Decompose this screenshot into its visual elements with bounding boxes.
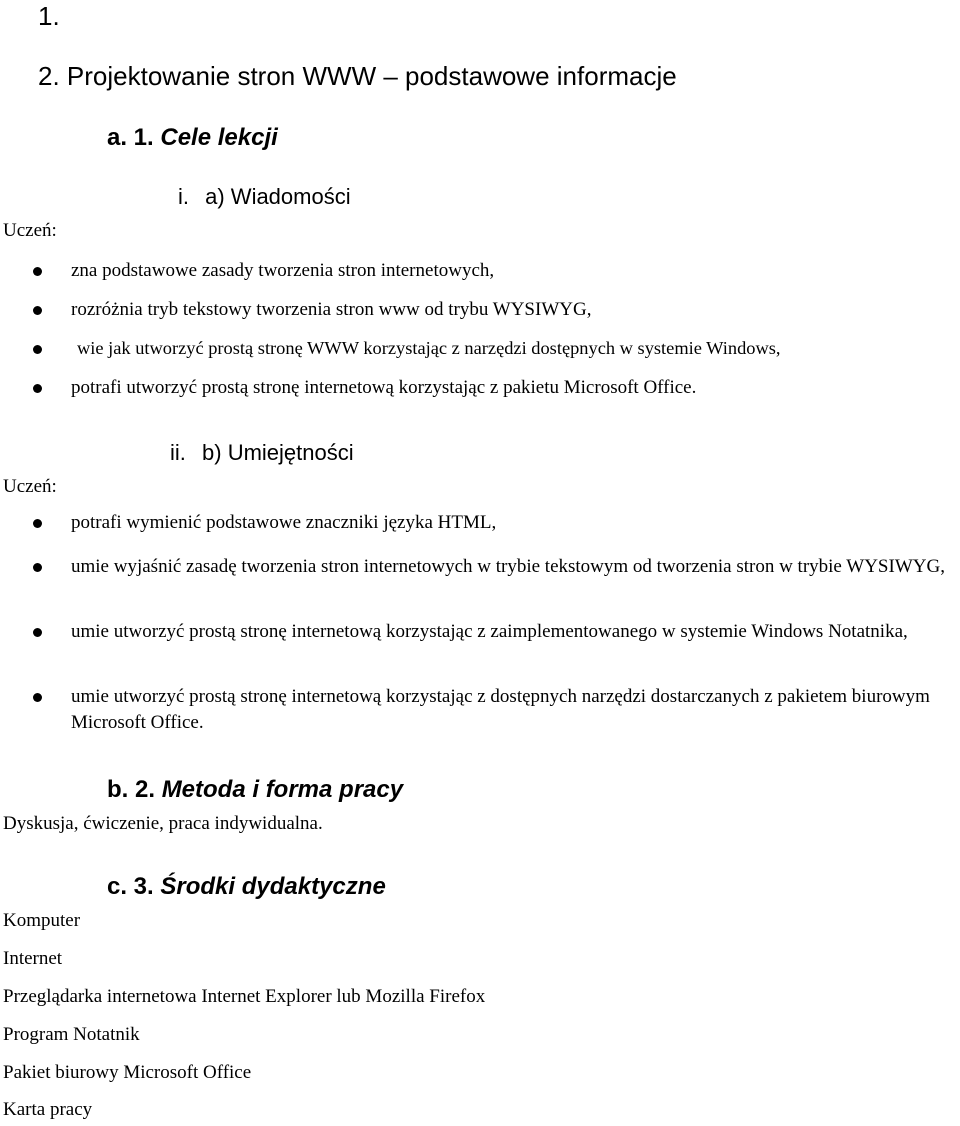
srodki-prefix: c. 3. <box>107 873 154 900</box>
wiadomosci-item: potrafi utworzyć prostą stronę internetową korzystając z pakietu Microsoft Office. <box>71 377 697 398</box>
section-title: Projektowanie stron WWW – podstawowe informacje <box>66 61 677 91</box>
wiadomosci-item: wie jak utworzyć prostą stronę WWW korzystając z narzędzi dostępnych w systemie Windows, <box>77 338 781 358</box>
umiejetnosci-title: b) Umiejętności <box>202 440 354 465</box>
umiejetnosci-prefix: ii. <box>170 440 186 465</box>
top-number: 1. <box>38 1 60 31</box>
bullet-icon <box>33 628 42 637</box>
bullet-icon <box>33 267 42 276</box>
srodki-item: Program Notatnik <box>3 1024 140 1045</box>
bullet-icon <box>33 519 42 528</box>
wiadomosci-prefix: i. <box>178 184 189 209</box>
srodki-item: Pakiet biurowy Microsoft Office <box>3 1062 252 1083</box>
bullet-icon <box>33 693 42 702</box>
srodki-item: Internet <box>3 948 63 969</box>
section-number: 2. <box>38 61 60 91</box>
srodki-item: Przeglądarka internetowa Internet Explorer lub Mozilla Firefox <box>3 986 486 1007</box>
srodki-item: Karta pracy <box>3 1099 93 1120</box>
metoda-text: Dyskusja, ćwiczenie, praca indywidualna. <box>3 813 323 834</box>
wiadomosci-item: rozróżnia tryb tekstowy tworzenia stron www od trybu WYSIWYG, <box>71 299 592 320</box>
wiadomosci-item: zna podstawowe zasady tworzenia stron internetowych, <box>71 260 495 281</box>
section-heading <box>38 62 677 92</box>
umiejetnosci-heading <box>170 440 354 465</box>
bullet-icon <box>33 563 42 572</box>
bullet-icon <box>33 306 42 315</box>
umiejetnosci-item: potrafi wymienić podstawowe znaczniki języka HTML, <box>71 512 497 533</box>
metoda-heading <box>107 776 403 804</box>
bullet-icon <box>33 384 42 393</box>
metoda-title: Metoda i forma pracy <box>161 776 404 803</box>
cele-heading <box>107 124 278 152</box>
wiadomosci-title: a) Wiadomości <box>205 184 351 209</box>
srodki-heading <box>107 873 386 901</box>
srodki-item: Komputer <box>3 910 81 931</box>
wiadomosci-heading <box>178 184 351 209</box>
umiejetnosci-item: umie utworzyć prostą stronę internetową korzystając z dostępnych narzędzi dostarczanych z pakietem biurowym Microsoft Office. <box>71 686 930 733</box>
cele-prefix: a. 1. <box>107 124 154 151</box>
umiejetnosci-item: umie utworzyć prostą stronę internetową korzystając z zaimplementowanego w systemie Windows Notatnika, <box>71 621 908 642</box>
metoda-prefix: b. 2. <box>107 776 156 803</box>
srodki-title: Środki dydaktyczne <box>160 873 386 900</box>
umiejetnosci-item: umie wyjaśnić zasadę tworzenia stron internetowych w trybie tekstowym od tworzenia stron w trybie WYSIWYG, <box>71 556 945 577</box>
bullet-icon <box>33 345 42 354</box>
cele-title: Cele lekcji <box>160 124 278 151</box>
umiejetnosci-lead: Uczeń: <box>3 476 57 497</box>
wiadomosci-lead: Uczeń: <box>3 220 57 241</box>
